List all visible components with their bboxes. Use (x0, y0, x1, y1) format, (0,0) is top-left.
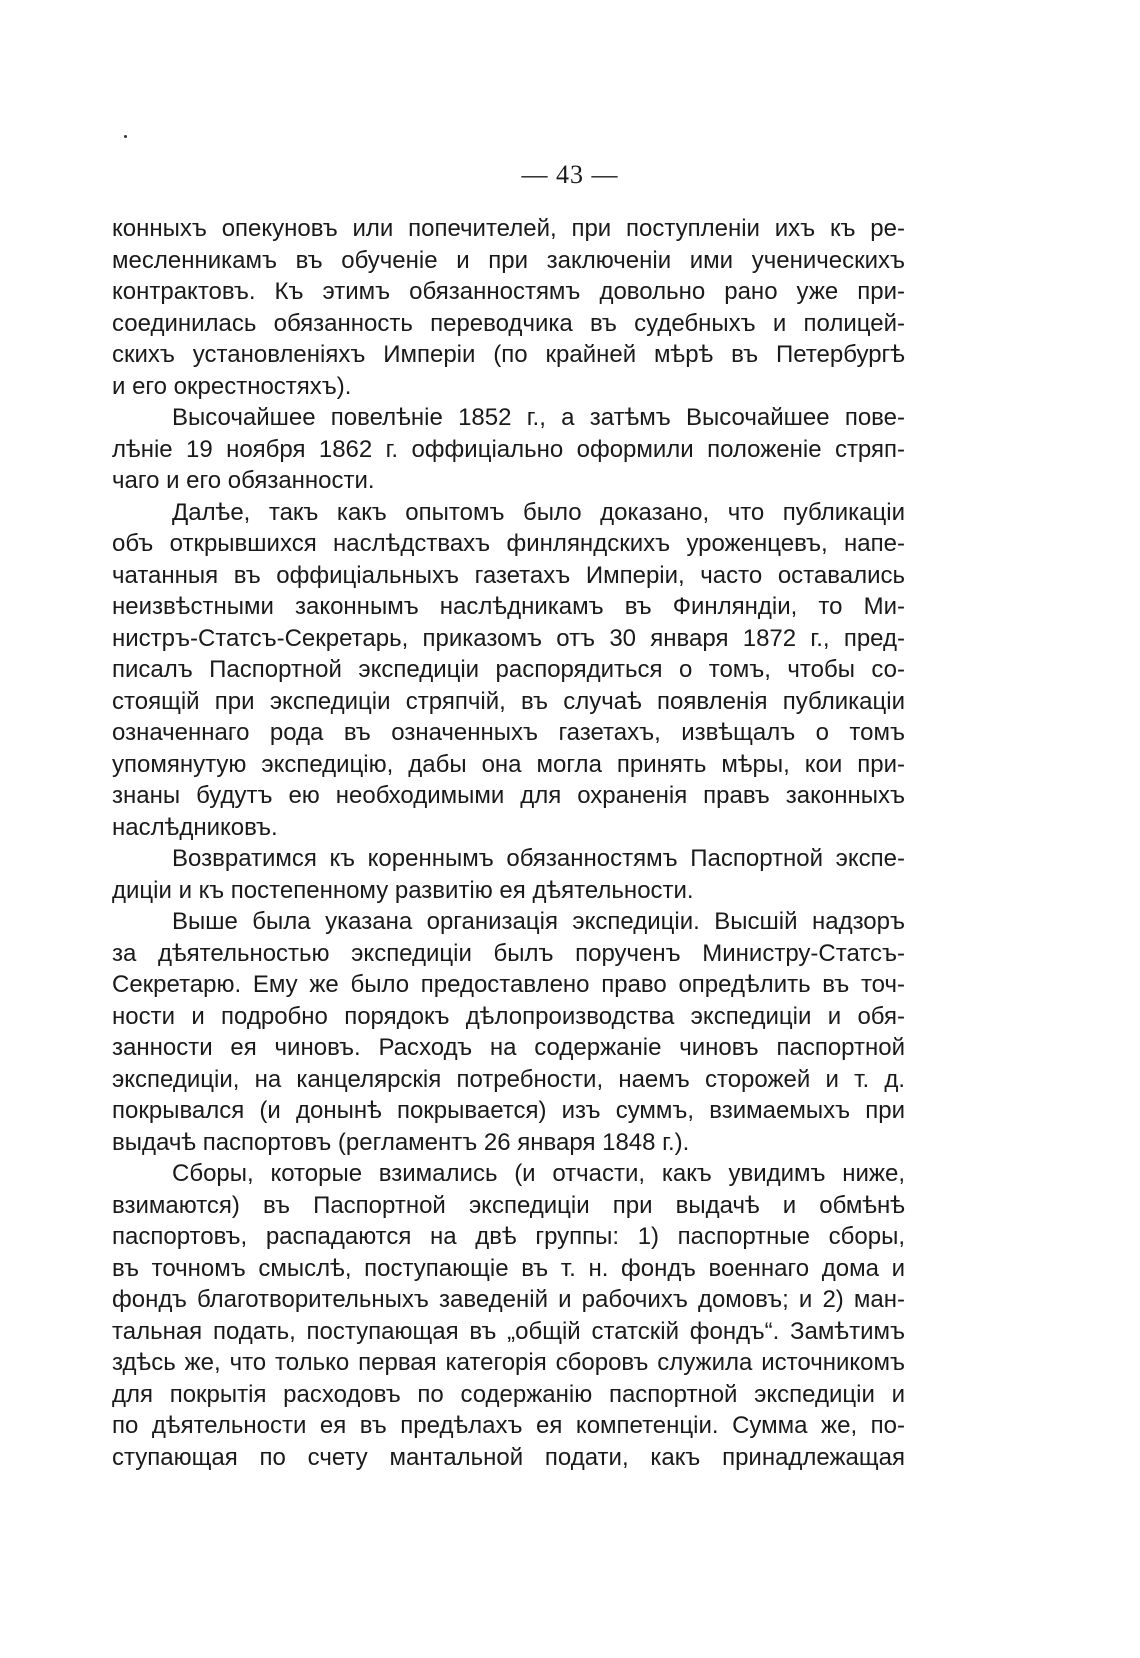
scan-speck (124, 135, 127, 138)
text-line: чаго и его обязанности. (112, 467, 375, 494)
text-line: объ открывшихся наслѣдствахъ финляндскихъ уроженцевъ, напе- (112, 530, 905, 557)
paragraph (112, 1158, 905, 1473)
text-line: месленникамъ въ обученіе и при заключеніи ими ученическихъ (112, 246, 905, 274)
paragraph (112, 213, 905, 402)
text-line: по дѣятельности ея въ предѣлахъ ея компетенціи. Сумма же, по- (112, 1412, 905, 1439)
text-line: стоящій при экспедиціи стряпчій, въ случаѣ появленія публикаціи (112, 687, 905, 715)
text-line: наслѣдниковъ. (112, 813, 278, 841)
text-line: экспедиціи, на канцелярскія потребности, наемъ сторожей и т. д. (112, 1065, 905, 1093)
text-line: Выше была указана организація экспедиціи. Высшій надзоръ (172, 908, 905, 935)
text-line: для покрытія расходовъ по содержанію паспортной экспедиціи и (112, 1380, 905, 1408)
text-line: Возвратимся къ кореннымъ обязанностямъ Паспортной экспе- (172, 845, 905, 872)
text-line: ности и подробно порядокъ дѣлопроизводства экспедиціи и обя- (112, 1002, 905, 1030)
text-line: знаны будутъ ею необходимыми для охраненія правъ законныхъ (112, 782, 905, 809)
text-line: занности ея чиновъ. Расходъ на содержаніе чиновъ паспортной (112, 1034, 905, 1061)
text-line: писалъ Паспортной экспедиціи распорядиться о томъ, чтобы со- (112, 656, 905, 683)
text-line: за дѣятельностью экспедиціи былъ порученъ Министру-Статсъ- (112, 939, 905, 967)
paragraph (112, 906, 905, 1158)
text-line: неизвѣстными законнымъ наслѣдникамъ въ Финляндіи, то Ми- (112, 593, 905, 620)
paragraph (112, 843, 905, 906)
text-line: выдачѣ паспортовъ (регламентъ 26 января 1848 г.). (112, 1128, 690, 1156)
text-line: здѣсь же, что только первая категорія сборовъ служила источникомъ (112, 1349, 905, 1376)
text-line: конныхъ опекуновъ или попечителей, при поступленіи ихъ къ ре- (112, 215, 905, 242)
text-line: чатанныя въ оффиціальныхъ газетахъ Имперіи, часто оставались (112, 561, 905, 589)
text-line: взимаются) въ Паспортной экспедиціи при выдачѣ и обмѣнѣ (112, 1191, 905, 1219)
text-line: покрывался (и донынѣ покрывается) изъ суммъ, взимаемыхъ при (112, 1097, 905, 1124)
page-number: — 43 — (521, 160, 619, 189)
text-line: лѣніе 19 ноября 1862 г. оффиціально оформили положеніе стряп- (112, 435, 905, 463)
text-line: въ точномъ смыслѣ, поступающіе въ т. н. фондъ военнаго дома и (112, 1254, 905, 1282)
text-line: контрактовъ. Къ этимъ обязанностямъ довольно рано уже при- (112, 278, 905, 305)
text-line: скихъ установленіяхъ Имперіи (по крайней мѣрѣ въ Петербургѣ (112, 341, 905, 368)
text-line: Высочайшее повелѣніе 1852 г., а затѣмъ Высочайшее пове- (172, 404, 905, 431)
text-line: Далѣе, такъ какъ опытомъ было доказано, что публикаціи (172, 498, 905, 526)
paragraph (112, 402, 905, 497)
text-line: и его окрестностяхъ). (112, 372, 352, 400)
body-text (112, 213, 905, 1473)
text-line: означеннаго рода въ означенныхъ газетахъ, извѣщалъ о томъ (112, 719, 905, 746)
text-line: ступающая по счету мантальной подати, какъ принадлежащая (112, 1443, 905, 1471)
text-line: Секретарю. Ему же было предоставлено право опредѣлить въ точ- (112, 971, 905, 998)
text-line: упомянутую экспедицію, дабы она могла принять мѣры, кои при- (112, 750, 905, 778)
paragraph (112, 497, 905, 844)
text-line: соединилась обязанность переводчика въ судебныхъ и полицей- (112, 309, 905, 337)
text-line: нистръ-Статсъ-Секретарь, приказомъ отъ 30 января 1872 г., пред- (112, 624, 905, 652)
text-line: тальная подать, поступающая въ „общій статскій фондъ“. Замѣтимъ (112, 1317, 905, 1345)
text-line: Сборы, которые взимались (и отчасти, какъ увидимъ ниже, (172, 1160, 905, 1187)
text-line: фондъ благотворительныхъ заведеній и рабочихъ домовъ; и 2) ман- (112, 1286, 905, 1313)
text-line: диціи и къ постепенному развитію ея дѣятельности. (112, 876, 694, 904)
text-line: паспортовъ, распадаются на двѣ группы: 1) паспортные сборы, (112, 1223, 905, 1250)
